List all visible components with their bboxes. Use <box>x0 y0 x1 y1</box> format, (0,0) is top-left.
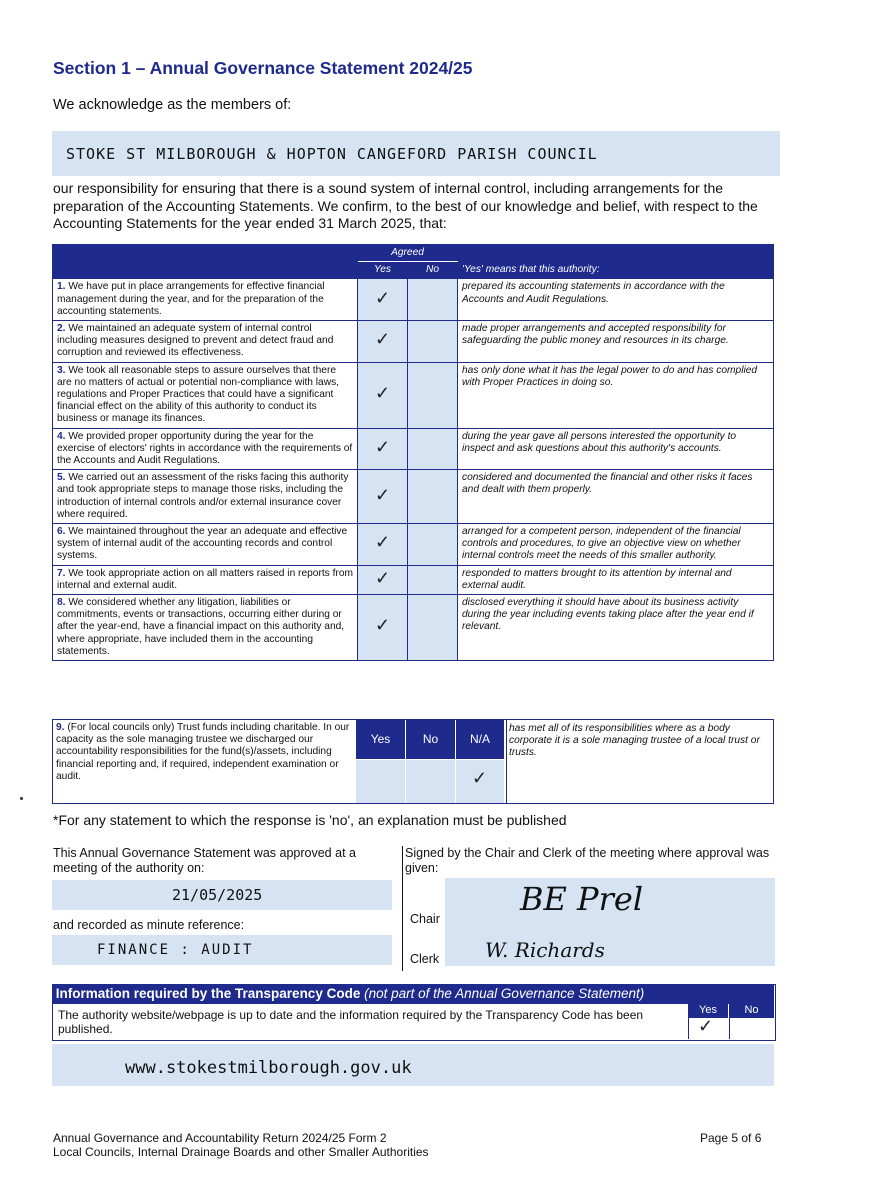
chair-label: Chair <box>410 912 440 926</box>
acknowledge-intro: We acknowledge as the members of: <box>53 97 292 113</box>
scan-dot <box>20 797 23 800</box>
table-row <box>53 279 774 321</box>
meaning-cell: considered and documented the financial and other risks it faces and dealt with them properly. <box>458 470 774 524</box>
minute-ref-label: and recorded as minute reference: <box>53 918 245 932</box>
statement-cell: 4. We provided proper opportunity during the year for the exercise of electors' rights in accordance with the requirements of the Accounts and Audit Regulations. <box>53 428 358 470</box>
meaning-cell: during the year gave all persons interested the opportunity to inspect and ask questions about this authority's accounts. <box>458 428 774 470</box>
chair-signature: BE Prel <box>520 880 644 918</box>
approval-date: 21/05/2025 <box>172 886 263 904</box>
divider-line <box>402 846 403 971</box>
transparency-no-cell[interactable] <box>729 1018 775 1039</box>
statement-cell: 6. We maintained throughout the year an adequate and effective system of internal audit of the accounting records and control systems. <box>53 524 358 566</box>
yes-cell[interactable] <box>358 321 408 363</box>
tick-mark: ✓ <box>374 484 391 505</box>
trust-yes-header: Yes <box>356 719 405 759</box>
no-cell[interactable] <box>408 565 458 594</box>
trust-no-cell[interactable] <box>406 760 455 803</box>
meaning-cell: has only done what it has the legal power to do and has complied with Proper Practices in doing so. <box>458 362 774 428</box>
yes-header: Yes <box>358 262 408 279</box>
table-row <box>53 321 774 363</box>
tick-mark: ✓ <box>374 329 391 350</box>
table-row <box>53 428 774 470</box>
meaning-header: 'Yes' means that this authority: <box>458 262 774 279</box>
signed-text: Signed by the Chair and Clerk of the meeting where approval was given: <box>405 846 770 875</box>
yes-cell[interactable] <box>358 362 408 428</box>
agreed-header: Agreed <box>358 245 458 262</box>
section-title: Section 1 – Annual Governance Statement 2024/25 <box>53 58 473 78</box>
yes-cell[interactable] <box>358 565 408 594</box>
footer-line1: Annual Governance and Accountability Return 2024/25 Form 2 <box>53 1131 387 1145</box>
authority-name: STOKE ST MILBOROUGH & HOPTON CANGEFORD PARISH COUNCIL <box>66 145 598 163</box>
tick-mark: ✓ <box>374 567 391 588</box>
yes-cell[interactable] <box>358 524 408 566</box>
trust-yes-cell[interactable] <box>356 760 405 803</box>
statement-cell: 3. We took all reasonable steps to assure ourselves that there are no matters of actual or potential non-compliance with laws, regulations and Proper Practices that could have a significant financial effect on the ability of this authority to conduct its business or manage its finances. <box>53 362 358 428</box>
yes-cell[interactable] <box>358 470 408 524</box>
tick-mark: ✓ <box>374 436 391 457</box>
table-header-row <box>53 245 774 262</box>
table-subheader-row <box>53 262 774 279</box>
trust-meaning: has met all of its responsibilities where as a body corporate it is a sole managing trustee of a local trust or trusts. <box>509 723 760 759</box>
no-cell[interactable] <box>408 524 458 566</box>
table-row <box>53 565 774 594</box>
table-row <box>53 470 774 524</box>
transparency-heading: Information required by the Transparency Code (not part of the Annual Governance Statement) <box>52 984 774 1004</box>
no-cell[interactable] <box>408 362 458 428</box>
trust-divider <box>506 719 507 803</box>
header-blank-3 <box>53 262 358 279</box>
table-row <box>53 362 774 428</box>
yes-cell[interactable] <box>358 279 408 321</box>
trust-na-tick: ✓ <box>472 768 488 788</box>
no-cell[interactable] <box>408 470 458 524</box>
meaning-cell: responded to matters brought to its attention by internal and external audit. <box>458 565 774 594</box>
clerk-signature: W. Richards <box>485 938 605 962</box>
meaning-cell: arranged for a competent person, independent of the financial controls and procedures, to give an objective view on whether internal controls meet the needs of this smaller authority. <box>458 524 774 566</box>
transparency-text: The authority website/webpage is up to date and the information required by the Transparency Code has been published. <box>58 1008 644 1036</box>
no-cell[interactable] <box>408 595 458 661</box>
tick-mark: ✓ <box>374 615 391 636</box>
header-blank <box>53 245 358 262</box>
governance-table <box>52 244 774 661</box>
table-row <box>53 595 774 661</box>
footer-line2: Local Councils, Internal Drainage Boards and other Smaller Authorities <box>53 1145 429 1159</box>
tick-mark: ✓ <box>374 287 391 308</box>
minute-ref: FINANCE : AUDIT <box>97 942 254 958</box>
yes-cell[interactable] <box>358 428 408 470</box>
trust-na-header: N/A <box>456 719 504 759</box>
statement-cell: 5. We carried out an assessment of the risks facing this authority and took appropriate steps to manage those risks, including the introduction of internal controls and/or external insurance cover where required. <box>53 470 358 524</box>
statement-cell: 7. We took appropriate action on all matters raised in reports from internal and external audit. <box>53 565 358 594</box>
tick-mark: ✓ <box>374 532 391 553</box>
tick-mark: ✓ <box>374 383 391 404</box>
meaning-cell: prepared its accounting statements in accordance with the Accounts and Audit Regulations. <box>458 279 774 321</box>
transparency-no-header: No <box>729 1004 774 1018</box>
no-cell[interactable] <box>408 428 458 470</box>
approved-text: This Annual Governance Statement was approved at a meeting of the authority on: <box>53 846 356 875</box>
page-number: Page 5 of 6 <box>700 1131 762 1145</box>
meaning-cell: disclosed everything it should have about its business activity during the year including events taking place after the year end if relevant. <box>458 595 774 661</box>
statement-cell: 8. We considered whether any litigation, liabilities or commitments, events or transactions, occurring either during or after the year-end, have a financial impact on this authority and, where appropriate, have included them in the accounting statements. <box>53 595 358 661</box>
footnote: *For any statement to which the response is 'no', an explanation must be published <box>53 812 567 828</box>
transparency-tick: ✓ <box>698 1016 714 1036</box>
statement-cell: 1. We have put in place arrangements for effective financial management during the year, and for the preparation of the accounting statements. <box>53 279 358 321</box>
no-header: No <box>408 262 458 279</box>
table-row <box>53 524 774 566</box>
trust-no-header: No <box>406 719 455 759</box>
website-address: www.stokestmilborough.gov.uk <box>125 1058 412 1078</box>
meaning-cell: made proper arrangements and accepted responsibility for safeguarding the public money and resources in its charge. <box>458 321 774 363</box>
yes-cell[interactable] <box>358 595 408 661</box>
clerk-label: Clerk <box>410 952 440 966</box>
transparency-yes-header: Yes <box>688 1004 728 1018</box>
no-cell[interactable] <box>408 279 458 321</box>
trust-funds-statement: 9. (For local councils only) Trust funds including charitable. In our capacity as the sole managing trustee we discharged our accountability responsibilities for the fund(s)/assets, including financial reporting and, if required, independent examination or audit. <box>56 722 350 782</box>
responsibility-text: our responsibility for ensuring that there is a sound system of internal control, including arrangements for the preparation of the Accounting Statements. We confirm, to the best of our knowledge and belief, with respect to the Accounting Statements for the year ended 31 March 2025, that: <box>53 180 758 231</box>
header-blank-2 <box>458 245 774 262</box>
statement-cell: 2. We maintained an adequate system of internal control including measures designed to prevent and detect fraud and corruption and reviewed its effectiveness. <box>53 321 358 363</box>
no-cell[interactable] <box>408 321 458 363</box>
